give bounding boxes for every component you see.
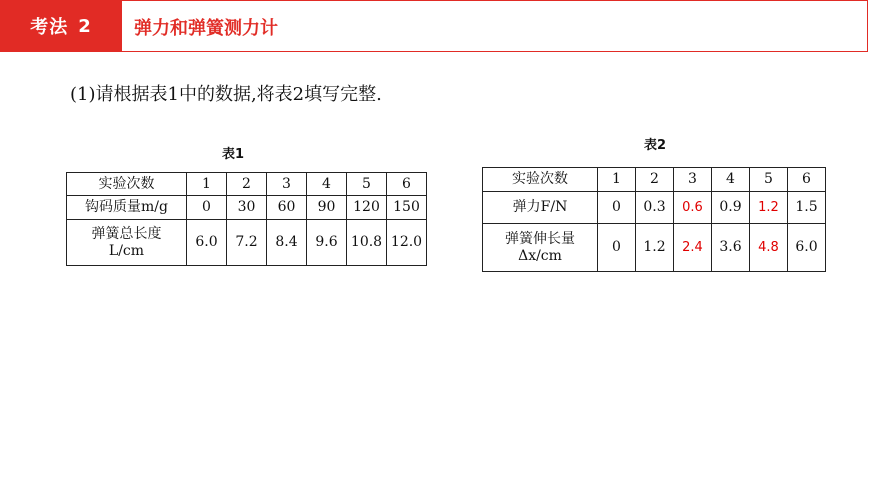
table1-cell: 6.0 — [187, 220, 227, 266]
table1-header-mass: 钩码质量m/g — [67, 196, 187, 220]
table1-cell: 1 — [187, 173, 227, 196]
table1-cell: 6 — [387, 173, 427, 196]
table2-header-extension-line2: Δx/cm — [518, 247, 562, 264]
table2-answer-cell: 4.8 — [750, 224, 788, 272]
table2-header-force: 弹力F/N — [483, 192, 598, 224]
table1-row-mass — [67, 196, 427, 220]
table2-row-extension — [483, 224, 826, 272]
page-title: 弹力和弹簧测力计 — [134, 18, 278, 39]
table2-cell: 5 — [750, 168, 788, 192]
table2-cell: 6.0 — [788, 224, 826, 272]
table2-caption: 表2 — [644, 138, 667, 153]
table1-header-trial: 实验次数 — [67, 173, 187, 196]
table2-header-trial: 实验次数 — [483, 168, 598, 192]
table1-header-length — [67, 220, 187, 266]
table1-cell: 4 — [307, 173, 347, 196]
title-box — [122, 0, 868, 52]
header-bar — [0, 0, 870, 52]
table2-cell: 0 — [598, 224, 636, 272]
table1-cell: 120 — [347, 196, 387, 220]
table2-cell: 3.6 — [712, 224, 750, 272]
table1-header-length-line2: L/cm — [108, 242, 145, 259]
table1-cell: 150 — [387, 196, 427, 220]
table2-cell: 6 — [788, 168, 826, 192]
topic-tag-number: 2 — [78, 15, 92, 37]
table1-row-length — [67, 220, 427, 266]
table2-cell: 1 — [598, 168, 636, 192]
table1-caption: 表1 — [222, 147, 245, 162]
table1-cell: 8.4 — [267, 220, 307, 266]
table1-cell: 60 — [267, 196, 307, 220]
table1-cell: 7.2 — [227, 220, 267, 266]
table2-cell: 1.2 — [636, 224, 674, 272]
topic-tag-label: 考法 — [30, 17, 69, 38]
table2-cell: 4 — [712, 168, 750, 192]
table1-cell: 3 — [267, 173, 307, 196]
table2-answer-cell: 0.6 — [674, 192, 712, 224]
table1-cell: 90 — [307, 196, 347, 220]
table2-cell: 0.3 — [636, 192, 674, 224]
table2-cell: 0.9 — [712, 192, 750, 224]
table1-cell: 0 — [187, 196, 227, 220]
question-text: (1)请根据表1中的数据,将表2填写完整. — [70, 84, 382, 105]
table2-row-force — [483, 192, 826, 224]
table2-answer-cell: 1.2 — [750, 192, 788, 224]
table2-cell: 0 — [598, 192, 636, 224]
table2-row-trial — [483, 168, 826, 192]
topic-tag — [0, 0, 122, 52]
table2-cell: 1.5 — [788, 192, 826, 224]
table1-cell: 10.8 — [347, 220, 387, 266]
table2-cell: 2 — [636, 168, 674, 192]
table1-cell: 9.6 — [307, 220, 347, 266]
table1-row-trial — [67, 173, 427, 196]
table1 — [66, 172, 427, 266]
table1-cell: 30 — [227, 196, 267, 220]
table2-header-extension-line1: 弹簧伸长量 — [505, 230, 575, 247]
table2-answer-cell: 2.4 — [674, 224, 712, 272]
table2-cell: 3 — [674, 168, 712, 192]
table1-cell: 12.0 — [387, 220, 427, 266]
table2-header-extension — [483, 224, 598, 272]
table1-header-length-line1: 弹簧总长度 — [91, 225, 162, 242]
table1-cell: 2 — [227, 173, 267, 196]
table1-cell: 5 — [347, 173, 387, 196]
table2 — [482, 167, 826, 272]
